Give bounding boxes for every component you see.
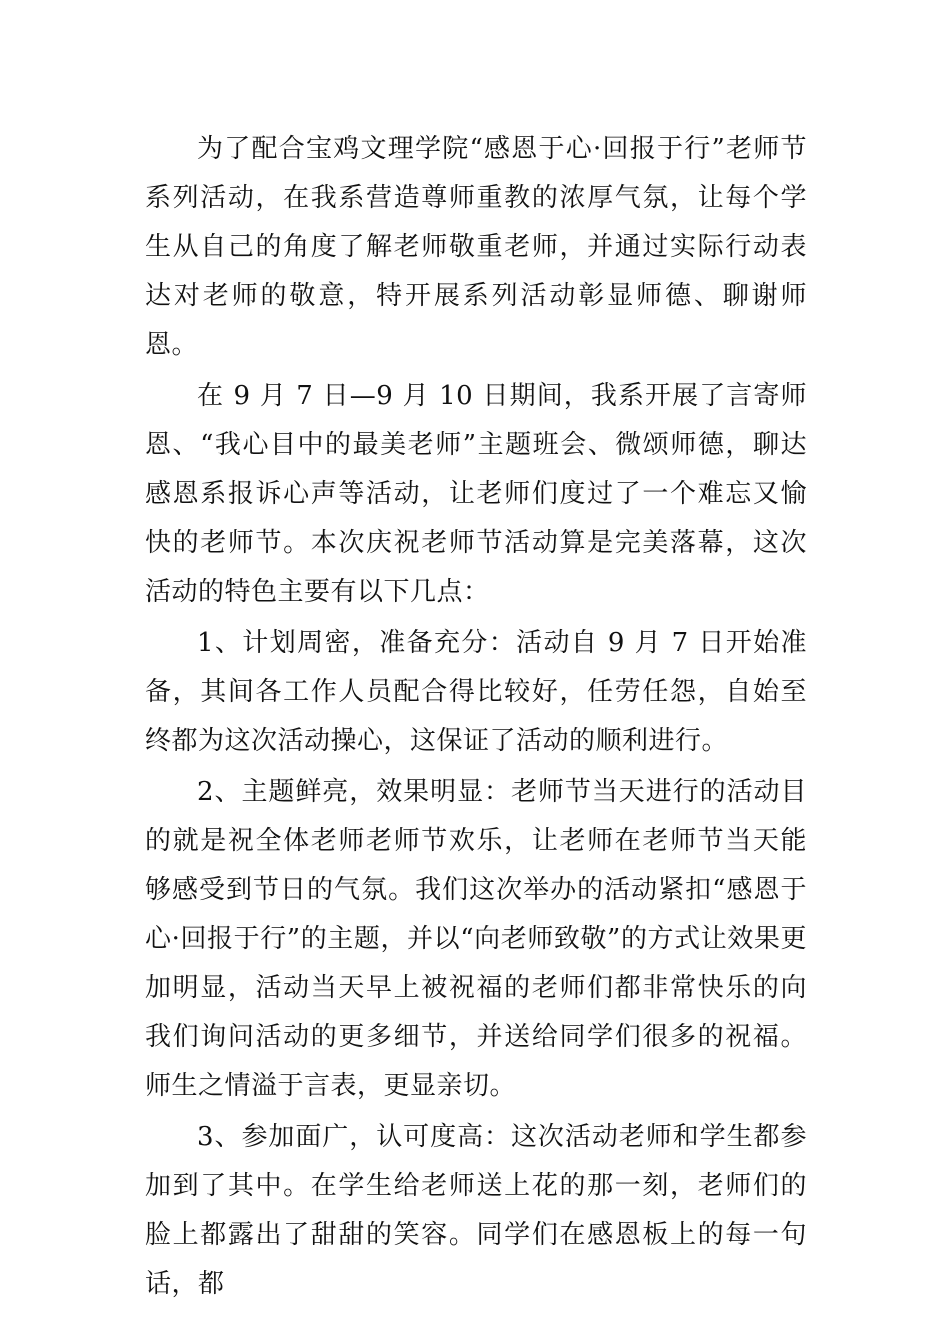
- paragraph-point-3: 3、参加面广，认可度高：这次活动老师和学生都参加到了其中。在学生给老师送上花的那一刻，老师们的脸上都露出了甜甜的笑容。同学们在感恩板上的每一句话，都: [145, 1122, 807, 1299]
- paragraph-point-1: 1、计划周密，准备充分：活动自 9 月 7 日开始准备，其间各工作人员配合得比较好，任劳任怨，自始至终都为这次活动操心，这保证了活动的顺利进行。: [145, 628, 807, 756]
- paragraph-intro: 为了配合宝鸡文理学院“感恩于心·回报于行”老师节系列活动，在我系营造尊师重教的浓厚气氛，让每个学生从自己的角度了解老师敬重老师，并通过实际行动表达对老师的敬意，特开展系列活动彰显师德、聊谢师恩。: [145, 134, 807, 360]
- paragraph-activities: 在 9 月 7 日—9 月 10 日期间，我系开展了言寄师恩、“我心目中的最美老师”主题班会、微颂师德，聊达感恩系报诉心声等活动，让老师们度过了一个难忘又愉快的老师节。本次庆祝老师节活动算是完美落幕，这次活动的特色主要有以下几点：: [145, 381, 807, 607]
- document-body: [145, 125, 807, 1311]
- paragraph-point-2: 2、主题鲜亮，效果明显：老师节当天进行的活动目的就是祝全体老师老师节欢乐，让老师在老师节当天能够感受到节日的气氛。我们这次举办的活动紧扣“感恩于心·回报于行”的主题，并以“向老师致敬”的方式让效果更加明显，活动当天早上被祝福的老师们都非常快乐的向我们询问活动的更多细节，并送给同学们很多的祝福。师生之情溢于言表，更显亲切。: [145, 777, 807, 1101]
